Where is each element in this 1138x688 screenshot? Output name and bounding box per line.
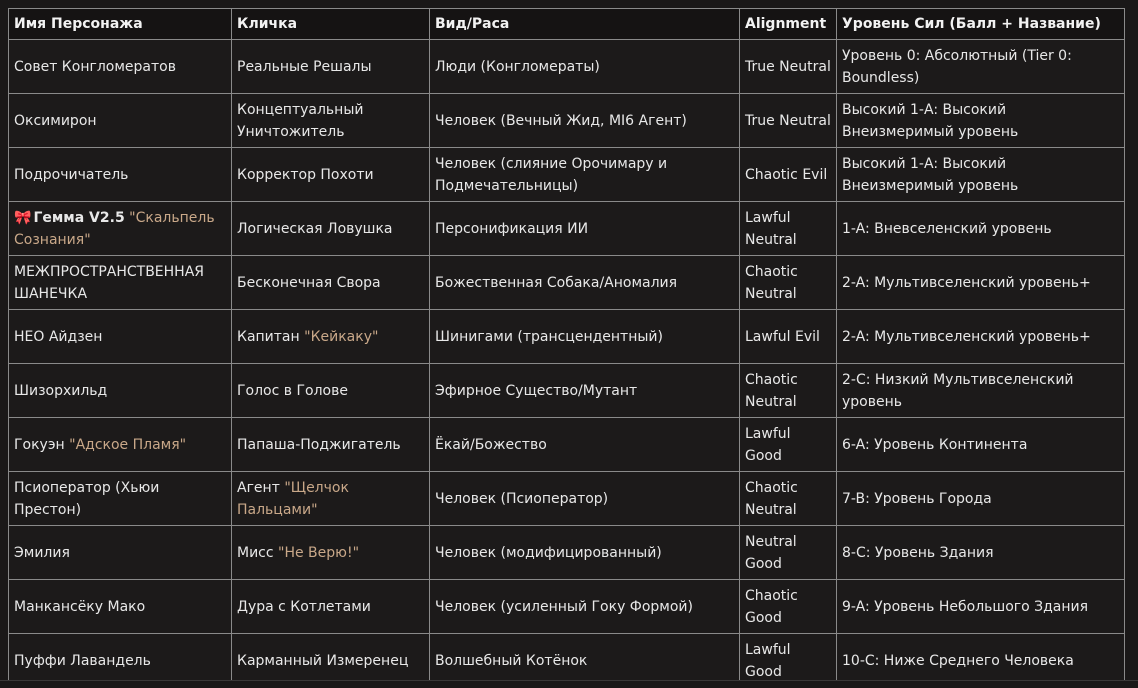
cell-alignment: Neutral Good [740, 526, 837, 580]
cell-race: Эфирное Существо/Мутант [430, 364, 740, 418]
cell-power-level: 2-A: Мультивселенский уровень+ [837, 310, 1125, 364]
table-row [9, 472, 1125, 526]
nickname-quote: "Щелчок Пальцами" [237, 479, 349, 518]
cell-character-name [9, 94, 232, 148]
character-name-quote: "Скальпель Сознания" [14, 209, 215, 248]
table-header-row [9, 9, 1125, 40]
nickname-text: Реальные Решалы [237, 58, 372, 75]
table-row [9, 526, 1125, 580]
table-row [9, 202, 1125, 256]
table-row [9, 364, 1125, 418]
character-name-text: Оксимирон [14, 112, 97, 129]
cell-alignment: Lawful Evil [740, 310, 837, 364]
character-name-text: Манкансёку Мако [14, 598, 146, 615]
cell-character-name [9, 364, 232, 418]
character-name-text: МЕЖПРОСТРАНСТВЕННАЯ ШАНЕЧКА [14, 263, 205, 302]
cell-character-name [9, 148, 232, 202]
nickname-text: Карманный Измеренец [237, 652, 409, 669]
cell-nickname [232, 580, 430, 634]
nickname-text: Мисс [237, 544, 274, 561]
cell-power-level: 10-C: Ниже Среднего Человека [837, 634, 1125, 688]
nickname-text: Голос в Голове [237, 382, 348, 399]
cell-alignment: Chaotic Evil [740, 148, 837, 202]
cell-alignment: Chaotic Neutral [740, 364, 837, 418]
cell-power-level: 7-B: Уровень Города [837, 472, 1125, 526]
cell-character-name [9, 310, 232, 364]
cell-nickname [232, 364, 430, 418]
cell-nickname [232, 94, 430, 148]
cell-race: Персонификация ИИ [430, 202, 740, 256]
nickname-text: Агент [237, 479, 280, 496]
cell-nickname [232, 418, 430, 472]
character-name-text: Шизорхильд [14, 382, 108, 399]
cell-power-level: Высокий 1-A: Высокий Внеизмеримый уровень [837, 148, 1125, 202]
cell-character-name [9, 418, 232, 472]
table-row [9, 256, 1125, 310]
cell-power-level: Уровень 0: Абсолютный (Tier 0: Boundless) [837, 40, 1125, 94]
character-name-text: Псиоператор (Хьюи Престон) [14, 479, 160, 518]
character-name-quote: "Адское Пламя" [69, 436, 187, 453]
cell-power-level: 9-A: Уровень Небольшого Здания [837, 580, 1125, 634]
character-name-text: Пуффи Лавандель [14, 652, 151, 669]
cell-alignment: Lawful Good [740, 418, 837, 472]
cell-race: Волшебный Котёнок [430, 634, 740, 688]
header-nickname: Кличка [232, 9, 430, 40]
header-alignment: Alignment [740, 9, 837, 40]
character-name-text: Гемма V2.5 [33, 209, 125, 226]
character-name-text: Подрочичатель [14, 166, 129, 183]
table-row [9, 310, 1125, 364]
cell-alignment: True Neutral [740, 40, 837, 94]
character-table-container [8, 8, 1124, 688]
character-name-text: НЕО Айдзен [14, 328, 103, 345]
nickname-text: Корректор Похоти [237, 166, 374, 183]
nickname-text: Бесконечная Свора [237, 274, 381, 291]
cell-race: Шинигами (трансцендентный) [430, 310, 740, 364]
cell-nickname [232, 256, 430, 310]
table-row [9, 40, 1125, 94]
nickname-text: Капитан [237, 328, 300, 345]
cell-character-name [9, 526, 232, 580]
bottom-divider [0, 680, 1138, 688]
nickname-text: Дура с Котлетами [237, 598, 371, 615]
cell-power-level: 2-A: Мультивселенский уровень+ [837, 256, 1125, 310]
nickname-text: Концептуальный Уничтожитель [237, 101, 364, 140]
table-row [9, 580, 1125, 634]
cell-character-name [9, 202, 232, 256]
cell-nickname [232, 202, 430, 256]
table-row [9, 148, 1125, 202]
cell-race: Человек (Псиоператор) [430, 472, 740, 526]
cell-race: Человек (усиленный Гоку Формой) [430, 580, 740, 634]
cell-nickname [232, 310, 430, 364]
header-race: Вид/Раса [430, 9, 740, 40]
nickname-text: Логическая Ловушка [237, 220, 393, 237]
cell-race: Божественная Собака/Аномалия [430, 256, 740, 310]
cell-power-level: 8-C: Уровень Здания [837, 526, 1125, 580]
cell-nickname [232, 40, 430, 94]
cell-character-name [9, 472, 232, 526]
header-power-level: Уровень Сил (Балл + Название) [837, 9, 1125, 40]
nickname-text: Папаша-Поджигатель [237, 436, 401, 453]
cell-alignment: Lawful Neutral [740, 202, 837, 256]
cell-race: Человек (Вечный Жид, MI6 Агент) [430, 94, 740, 148]
ribbon-icon: 🎀 [14, 209, 32, 226]
cell-character-name [9, 580, 232, 634]
cell-alignment: True Neutral [740, 94, 837, 148]
cell-character-name [9, 40, 232, 94]
nickname-quote: "Не Верю!" [278, 544, 360, 561]
cell-power-level: 1-A: Вневселенский уровень [837, 202, 1125, 256]
cell-power-level: 2-C: Низкий Мультивселенский уровень [837, 364, 1125, 418]
nickname-quote: "Кейкаку" [304, 328, 379, 345]
character-table [8, 8, 1125, 688]
character-name-text: Гокуэн [14, 436, 65, 453]
cell-race: Ёкай/Божество [430, 418, 740, 472]
character-name-text: Эмилия [14, 544, 70, 561]
cell-character-name [9, 256, 232, 310]
character-name-text: Совет Конгломератов [14, 58, 176, 75]
header-character-name: Имя Персонажа [9, 9, 232, 40]
cell-power-level: Высокий 1-A: Высокий Внеизмеримый уровень [837, 94, 1125, 148]
cell-race: Человек (модифицированный) [430, 526, 740, 580]
cell-nickname [232, 526, 430, 580]
cell-alignment: Chaotic Neutral [740, 256, 837, 310]
cell-nickname [232, 148, 430, 202]
cell-alignment: Lawful Good [740, 634, 837, 688]
table-row [9, 94, 1125, 148]
table-row [9, 418, 1125, 472]
cell-nickname [232, 472, 430, 526]
cell-alignment: Chaotic Neutral [740, 472, 837, 526]
table-body [9, 40, 1125, 688]
cell-alignment: Chaotic Good [740, 580, 837, 634]
cell-power-level: 6-A: Уровень Континента [837, 418, 1125, 472]
cell-race: Человек (слияние Орочимару и Подмечательницы) [430, 148, 740, 202]
cell-race: Люди (Конгломераты) [430, 40, 740, 94]
